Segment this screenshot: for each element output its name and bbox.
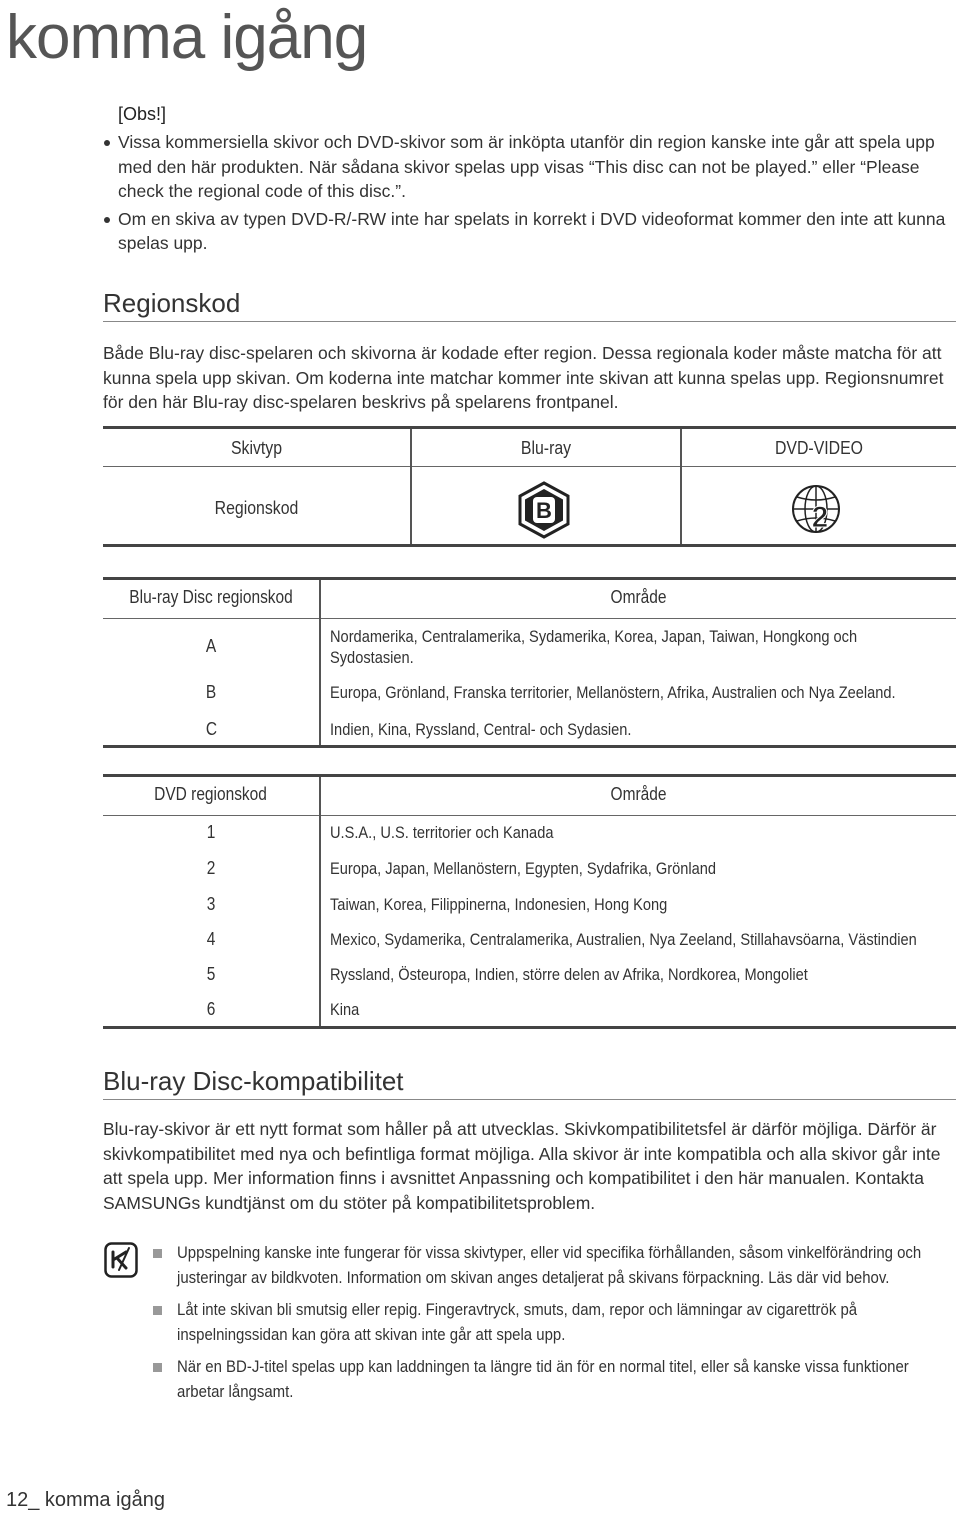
dvd-area-4: Mexico, Sydamerika, Centralamerika, Australien, Nya Zeeland, Stillahavsöarna, Västindien xyxy=(330,930,917,949)
dvd-code-2: 2 xyxy=(206,858,216,878)
dvd-code-3: 3 xyxy=(206,894,216,914)
regionskod-paragraph: Både Blu-ray disc-spelaren och skivorna är kodade efter region. Dessa regionala koder måste matcha för att kunna spela upp skivan. Om koderna inte matchar kommer inte skivan att kunna spelas upp. Regionsnumret för den här Blu-ray disc-spelaren beskrivs på spelarens frontpanel. xyxy=(103,343,944,412)
header-dvd-code: DVD regionskod xyxy=(154,784,268,804)
row-label-regionskod: Regionskod xyxy=(214,498,299,518)
bluray-area-a: Nordamerika, Centralamerika, Sydamerika, Korea, Japan, Taiwan, Hongkong och Sydostasien. xyxy=(330,627,858,667)
bluray-region-b-icon xyxy=(516,481,572,539)
compat-note-1: Uppspelning kanske inte fungerar för vissa skivtyper, eller vid specifika förhållanden, såsom vinkelförändring och justeringar av bildkvoten. Information om skivan anges detaljerat på skivans förpackning. Läs där vid behov. xyxy=(150,1240,950,1290)
compat-note-2: Låt inte skivan bli smutsig eller repig. Fingeravtryck, smuts, dam, repor och lämningar av cigarettrök på inspelningssidan kan göra att skivan inte går att spela upp. xyxy=(150,1297,950,1347)
header-bluray-code: Blu-ray Disc regionskod xyxy=(129,587,293,607)
header-bluray: Blu-ray xyxy=(520,438,572,458)
compat-heading: Blu-ray Disc-kompatibilitet xyxy=(103,1066,404,1096)
dvd-area-3: Taiwan, Korea, Filippinerna, Indonesien, Hong Kong xyxy=(330,895,668,914)
bluray-area-b: Europa, Grönland, Franska territorier, Mellanöstern, Afrika, Australien och Nya Zeeland. xyxy=(330,683,896,702)
header-dvd-area: Område xyxy=(610,784,667,804)
header-bluray-area: Område xyxy=(610,587,667,607)
dvd-area-6: Kina xyxy=(330,1000,360,1019)
header-skivtyp: Skivtyp xyxy=(230,438,283,458)
obs-bullet-1: Vissa kommersiella skivor och DVD-skivor som är inköpta utanför din region kanske inte går att spela upp med den här produkten. När sådana skivor spelas upp visas “This disc can not be played.” eller “Please check the regional code of this disc.”. xyxy=(103,130,953,204)
dvd-area-2: Europa, Japan, Mellanöstern, Egypten, Sydafrika, Grönland xyxy=(330,859,717,878)
svg-text:B: B xyxy=(536,498,552,523)
page-footer: 12_ komma igång xyxy=(6,1489,165,1511)
disc-type-table xyxy=(103,426,956,547)
compat-note-3: När en BD-J-titel spelas upp kan laddningen ta längre tid än för en normal titel, eller så kanske vissa funktioner arbetar långsamt. xyxy=(150,1354,950,1404)
regionskod-rule xyxy=(103,321,956,322)
bluray-code-c: C xyxy=(205,719,217,739)
header-dvd-video: DVD-VIDEO xyxy=(774,438,863,458)
bluray-region-table xyxy=(103,577,956,748)
compat-notes xyxy=(150,1240,950,1411)
table-row xyxy=(103,624,956,668)
dvd-code-4: 4 xyxy=(206,929,216,949)
obs-bullet-2: Om en skiva av typen DVD-R/-RW inte har spelats in korrekt i DVD videoformat kommer den inte att kunna spelas upp. xyxy=(103,207,953,256)
page-title: komma igång xyxy=(6,3,368,72)
regionskod-heading: Regionskod xyxy=(103,288,241,318)
compat-rule xyxy=(103,1099,956,1100)
dvd-region-table xyxy=(103,774,956,1029)
note-icon xyxy=(104,1242,138,1278)
obs-bullet-list xyxy=(103,130,953,259)
dvd-code-1: 1 xyxy=(206,822,216,842)
svg-text:2: 2 xyxy=(811,501,829,534)
bluray-code-a: A xyxy=(205,636,217,656)
dvd-area-5: Ryssland, Östeuropa, Indien, större delen av Afrika, Nordkorea, Mongoliet xyxy=(330,965,808,984)
table-row xyxy=(103,719,956,741)
dvd-code-5: 5 xyxy=(206,964,216,984)
dvd-code-6: 6 xyxy=(206,999,216,1019)
table-row xyxy=(103,682,956,704)
bluray-code-b: B xyxy=(205,682,217,702)
compat-paragraph: Blu-ray-skivor är ett nytt format som håller på att utvecklas. Skivkompatibilitetsfel är därför möjliga. Därför är skivkompatibilitet med nya och befintliga format möjliga. Alla skivor är inte kompatibla och alla skivor går inte att spela upp. Mer information finns i avsnittet Anpassning och kompatibilitet i den här manualen. Kontakta SAMSUNGs kundtjänst om du stöter på kompatibilitetsproblem. xyxy=(103,1119,941,1213)
bluray-area-c: Indien, Kina, Ryssland, Central- och Sydasien. xyxy=(330,720,632,739)
dvd-region-2-globe-icon xyxy=(790,481,846,537)
obs-label: [Obs!] xyxy=(118,104,167,124)
dvd-area-1: U.S.A., U.S. territorier och Kanada xyxy=(330,823,554,842)
